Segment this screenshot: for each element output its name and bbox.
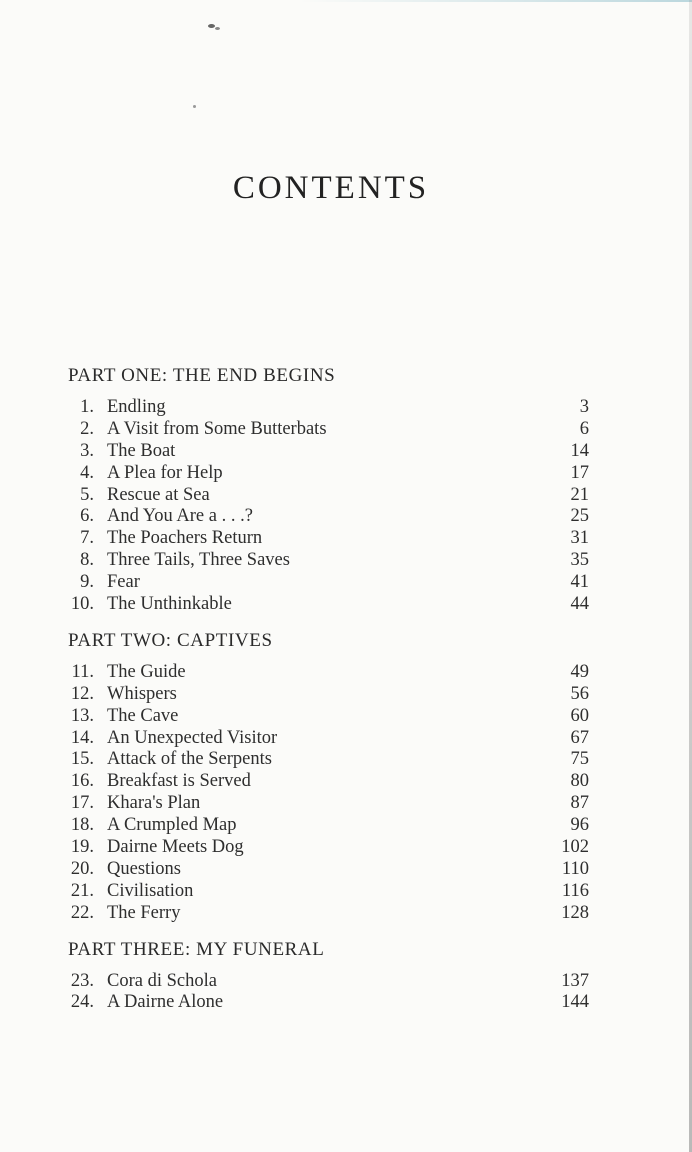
chapter-title: The Ferry	[107, 902, 181, 923]
toc-entry	[68, 419, 589, 441]
toc-entry	[68, 837, 589, 859]
chapter-title: A Visit from Some Butterbats	[107, 418, 327, 439]
toc-entry	[68, 859, 589, 881]
chapter-page-number: 49	[570, 661, 589, 682]
toc-entry	[68, 793, 589, 815]
toc-entry	[68, 903, 589, 925]
chapter-title: The Boat	[107, 440, 176, 461]
table-of-contents	[68, 362, 589, 1014]
chapter-number: 17.	[70, 793, 94, 814]
chapter-title: The Unthinkable	[107, 594, 232, 615]
chapter-number: 8.	[80, 550, 94, 571]
chapter-page-number: 128	[561, 902, 589, 923]
toc-entry	[68, 441, 589, 463]
chapter-number: 11.	[71, 661, 94, 682]
chapter-title: Endling	[107, 397, 166, 417]
paper-speck	[208, 24, 215, 28]
chapter-page-number: 25	[570, 506, 589, 527]
chapter-title: Attack of the Serpents	[107, 749, 272, 770]
chapter-title: A Plea for Help	[107, 462, 223, 483]
chapter-page-number: 14	[570, 440, 589, 461]
chapter-title: Civilisation	[107, 880, 194, 901]
chapter-number: 16.	[70, 771, 94, 792]
chapter-page-number: 137	[561, 970, 589, 991]
chapter-title: Questions	[107, 858, 181, 879]
chapter-page-number: 87	[570, 793, 589, 814]
toc-entry	[68, 971, 589, 993]
part-heading: PART ONE: THE END BEGINS	[68, 365, 336, 386]
chapter-number: 13.	[70, 705, 94, 726]
chapter-number: 19.	[70, 837, 94, 858]
chapter-page-number: 41	[570, 572, 589, 593]
chapter-number: 23.	[70, 970, 94, 991]
chapter-number: 22.	[70, 902, 94, 923]
chapter-title: Breakfast is Served	[107, 771, 251, 792]
page-title: CONTENTS	[232, 170, 430, 206]
toc-part	[68, 627, 589, 925]
chapter-number: 1.	[80, 397, 94, 417]
chapter-title: Cora di Schola	[107, 970, 217, 991]
toc-entry	[68, 463, 589, 485]
toc-entry	[68, 706, 589, 728]
toc-part	[68, 936, 589, 1015]
chapter-page-number: 75	[570, 749, 589, 770]
chapter-page-number: 56	[570, 683, 589, 704]
chapter-page-number: 31	[570, 528, 589, 549]
chapter-title: Rescue at Sea	[107, 484, 210, 505]
toc-entry	[68, 572, 589, 594]
chapter-page-number: 17	[570, 462, 589, 483]
part-heading: PART TWO: CAPTIVES	[68, 629, 273, 651]
chapter-title: Three Tails, Three Saves	[107, 550, 290, 571]
paper-speck	[215, 27, 220, 30]
chapter-number: 6.	[80, 506, 94, 527]
chapter-title: The Poachers Return	[107, 528, 263, 549]
chapter-number: 14.	[70, 727, 94, 748]
toc-entry	[68, 662, 589, 684]
toc-entry	[68, 485, 589, 507]
chapter-page-number: 96	[570, 815, 589, 836]
chapter-page-number: 102	[561, 837, 589, 858]
chapter-page-number: 6	[579, 418, 589, 439]
chapter-title: And You Are a . . .?	[107, 506, 253, 527]
chapter-number: 5.	[80, 484, 94, 505]
toc-entry	[68, 397, 589, 419]
toc-entry	[68, 992, 589, 1014]
chapter-page-number: 3	[579, 397, 589, 417]
chapter-number: 12.	[70, 683, 94, 704]
toc-entry	[68, 684, 589, 706]
chapter-page-number: 60	[570, 705, 589, 726]
chapter-number: 21.	[70, 880, 94, 901]
chapter-title: Whispers	[107, 683, 177, 704]
toc-entry	[68, 506, 589, 528]
toc-entry	[68, 749, 589, 771]
toc-part	[68, 362, 589, 616]
toc-entry	[68, 594, 589, 616]
paper-speck	[193, 105, 196, 108]
chapter-page-number: 110	[561, 858, 589, 879]
chapter-title: The Cave	[107, 705, 179, 726]
chapter-number: 24.	[70, 992, 94, 1013]
chapter-number: 2.	[80, 418, 94, 439]
chapter-title: A Dairne Alone	[107, 992, 224, 1013]
chapter-page-number: 35	[570, 550, 589, 571]
part-heading: PART THREE: MY FUNERAL	[68, 938, 325, 960]
toc-entry	[68, 550, 589, 572]
chapter-number: 9.	[80, 572, 94, 593]
chapter-title: An Unexpected Visitor	[107, 727, 278, 748]
chapter-title: Khara's Plan	[107, 793, 201, 814]
chapter-title: The Guide	[107, 661, 186, 682]
chapter-page-number: 67	[570, 727, 589, 748]
chapter-number: 15.	[70, 749, 94, 770]
page-edge-tint	[300, 0, 692, 2]
chapter-number: 18.	[70, 815, 94, 836]
toc-entry	[68, 881, 589, 903]
toc-entry	[68, 528, 589, 550]
chapter-title: A Crumpled Map	[107, 815, 237, 836]
chapter-number: 20.	[70, 858, 94, 879]
toc-entry	[68, 815, 589, 837]
chapter-number: 4.	[80, 462, 94, 483]
chapter-number: 7.	[80, 528, 94, 549]
chapter-page-number: 44	[570, 594, 589, 615]
chapter-page-number: 21	[570, 484, 589, 505]
chapter-page-number: 144	[561, 992, 589, 1013]
toc-entry	[68, 771, 589, 793]
toc-entry	[68, 728, 589, 750]
chapter-number: 3.	[80, 440, 94, 461]
chapter-number: 10.	[70, 594, 94, 615]
chapter-title: Dairne Meets Dog	[107, 837, 244, 858]
chapter-title: Fear	[107, 572, 140, 593]
chapter-page-number: 80	[570, 771, 589, 792]
chapter-page-number: 116	[561, 880, 589, 901]
